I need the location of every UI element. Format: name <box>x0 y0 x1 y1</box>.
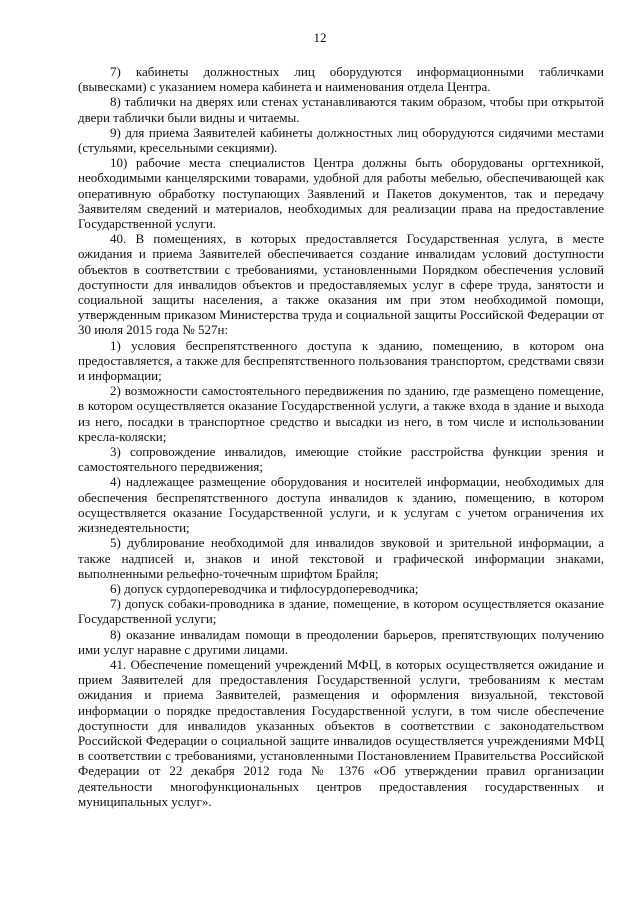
paragraph-section-41: 41. Обеспечение помещений учреждений МФЦ, в которых осуществляется ожидание и прием Заявителей для предоставления Государственной услуги, требованиям к местам ожидания и приема Заявителей, размещения и оформления визуальной, текстовой информации о порядке предоставления Государственной услуги, в том числе обеспечение доступности для инвалидов указанных объектов в соответствии с законодательством Российской Федерации о социальной защите инвалидов осуществляется учреждениями МФЦ в соответствии с требованиями, установленными Постановлением Правительства Российской Федерации от 22 декабря 2012 года № 1376 «Об утверждении правил организации деятельности многофункциональных центров предоставления государственных и муниципальных услуг». <box>78 656 604 809</box>
page-number: 12 <box>313 30 327 45</box>
paragraph-item-10-workplaces: 10) рабочие места специалистов Центра должны быть оборудованы оргтехникой, необходимыми канцелярскими товарами, удобной для работы мебелью, обеспечивающей как оперативную обработку поступающих Заявлений и Пакетов документов, так и передачу Заявителям сведений и материалов, необходимых для реализации права на предоставление Государственной услуги. <box>78 155 604 232</box>
paragraph-40-item-5: 5) дублирование необходимой для инвалидов звуковой и зрительной информации, а также надписей и, знаков и иной текстовой и графической информации знаками, выполненными рельефно-точечным шрифтом Брайля; <box>78 535 604 581</box>
paragraph-40-item-8: 8) оказание инвалидам помощи в преодолении барьеров, препятствующих получению ими услуг наравне с другими лицами. <box>78 626 604 657</box>
paragraph-40-item-7: 7) допуск собаки-проводника в здание, помещение, в котором осуществляется оказание Государственной услуги; <box>78 596 604 627</box>
paragraph-40-item-6: 6) допуск сурдопереводчика и тифлосурдопереводчика; <box>110 580 419 596</box>
paragraph-item-9-seating: 9) для приема Заявителей кабинеты должностных лиц оборудуются сидячими местами (стульями, кресельными секциями). <box>78 124 604 156</box>
document-body <box>78 64 604 809</box>
paragraph-40-item-4: 4) надлежащее размещение оборудования и носителей информации, необходимых для обеспечения беспрепятственного доступа инвалидов к зданию, помещению, в котором осуществляется оказание Государственной услуги, и к услугам с учетом ограничения их жизнедеятельности; <box>78 474 604 536</box>
paragraph-section-40: 40. В помещениях, в которых предоставляется Государственная услуга, в месте ожидания и приема Заявителей обеспечивается создание инвалидам условий доступности объектов в соответствии с требованиями, установленными Порядком обеспечения условий доступности для инвалидов объектов и предоставляемых услуг в сфере труда, занятости и социальной защиты населения, а также оказания им при этом необходимой помощи, утвержденным приказом Министерства труда и социальной защиты Российской Федерации от 30 июля 2015 года № 527н: <box>78 231 604 338</box>
paragraph-40-item-1: 1) условия беспрепятственного доступа к зданию, помещению, в котором она предоставляется, а также для беспрепятственного пользования транспортом, средствами связи и информации; <box>78 337 604 384</box>
paragraph-item-8-door-signs: 8) таблички на дверях или стенах устанавливаются таким образом, чтобы при открытой двери таблички были видны и читаемы. <box>78 94 604 125</box>
paragraph-40-item-2: 2) возможности самостоятельного передвижения по зданию, где размещено помещение, в котором осуществляется оказание Государственной услуги, а также входа в здание и выхода из него, посадки в транспортное средство и высадки из него, в том числе и использовании кресла-коляски; <box>78 383 604 444</box>
paragraph-40-item-3: 3) сопровождение инвалидов, имеющие стойкие расстройства функции зрения и самостоятельного передвижения; <box>78 444 604 475</box>
paragraph-item-7-cabinet-signs: 7) кабинеты должностных лиц оборудуются информационными табличками (вывесками) с указанием номера кабинета и наименования отдела Центра. <box>78 64 604 95</box>
